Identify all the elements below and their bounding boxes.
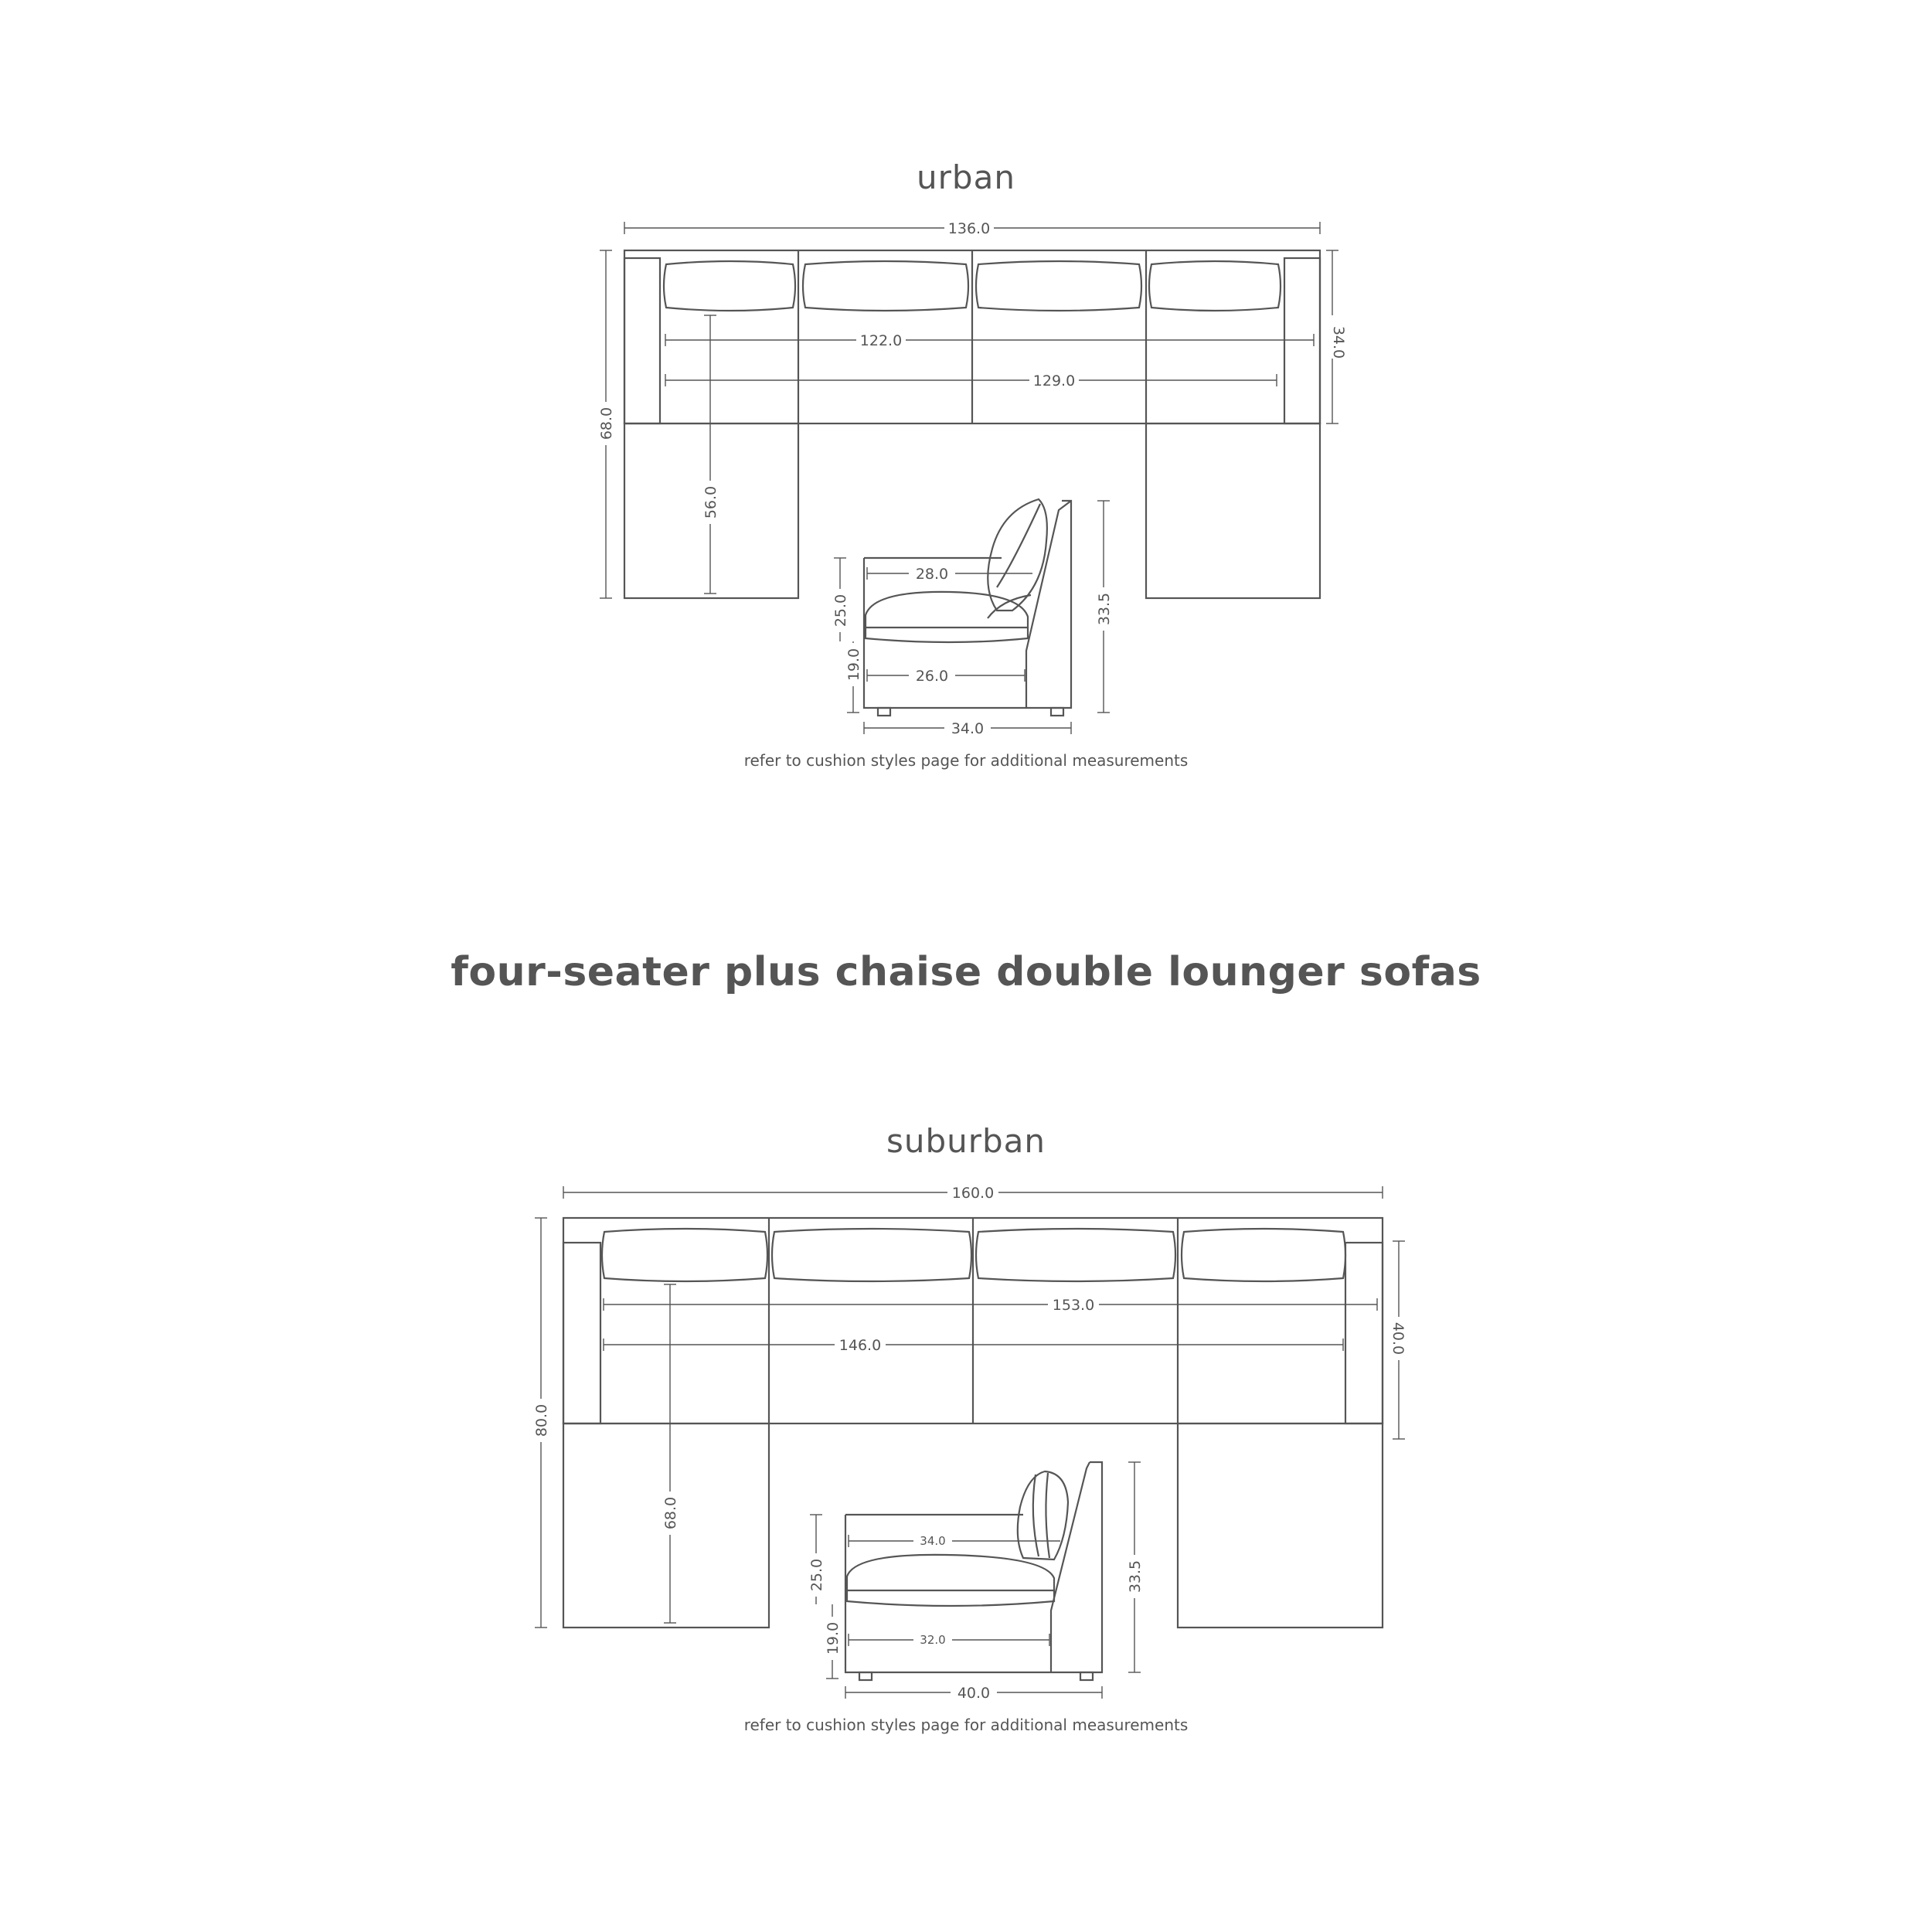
urban-profile-back-height-label: 25.0 (832, 594, 849, 628)
suburban-left-arm (563, 1243, 600, 1423)
urban-profile-seat-height-label: 19.0 (845, 648, 862, 682)
suburban-profile-overall-height-label: 33.5 (1127, 1560, 1144, 1594)
suburban-back-cushion (772, 1229, 971, 1281)
suburban-inner-width-label: 146.0 (838, 1337, 882, 1354)
suburban-footnote: refer to cushion styles page for additional measurements (743, 1716, 1189, 1734)
urban-overall-depth-label: 68.0 (598, 406, 615, 440)
suburban-profile-seat-depth-label: 32.0 (920, 1633, 946, 1647)
suburban-title: suburban (886, 1122, 1046, 1160)
urban-profile-seat-cushion (866, 592, 1028, 642)
urban-profile-overall-height-label: 33.5 (1096, 592, 1113, 626)
suburban-right-chaise (1178, 1423, 1383, 1628)
suburban-seat-span-label: 153.0 (1052, 1297, 1095, 1314)
urban-chaise-depth-label: 56.0 (702, 485, 719, 519)
urban-back-depth-label: 34.0 (1330, 325, 1347, 359)
urban-profile-back-pillow (988, 499, 1047, 611)
suburban-profile-back-height-label: 25.0 (808, 1558, 825, 1592)
suburban-back-cushion (602, 1229, 767, 1281)
urban-profile-seat-depth-label: 26.0 (915, 668, 949, 685)
urban-inner-width-label: 122.0 (859, 332, 903, 349)
suburban-back-depth-label: 40.0 (1389, 1321, 1406, 1355)
page-title: four-seater plus chaise double lounger sofas (451, 949, 1481, 995)
urban-right-arm (1284, 258, 1320, 423)
urban-seat-span-label: 129.0 (1032, 372, 1076, 389)
suburban-profile-top-depth-label: 34.0 (920, 1534, 946, 1548)
suburban-overall-depth-label: 80.0 (533, 1403, 550, 1437)
urban-profile-overall-depth-label: 34.0 (951, 720, 985, 737)
urban-side-profile (831, 499, 1113, 737)
suburban-back-cushion (976, 1229, 1175, 1281)
suburban-chaise-depth-label: 68.0 (662, 1496, 679, 1530)
urban-footnote: refer to cushion styles page for additional measurements (743, 751, 1189, 770)
suburban-side-profile (807, 1462, 1144, 1702)
urban-back-cushion (1149, 261, 1281, 311)
suburban-right-arm (1345, 1243, 1383, 1423)
urban-top-view (597, 219, 1347, 598)
urban-right-chaise (1146, 423, 1320, 598)
urban-back-cushion (664, 261, 795, 311)
urban-profile-top-depth-label: 28.0 (915, 566, 949, 583)
urban-back-cushion (976, 261, 1141, 311)
urban-back-cushion (803, 261, 968, 311)
urban-title: urban (917, 158, 1015, 196)
suburban-profile-overall-depth-label: 40.0 (957, 1685, 991, 1702)
suburban-overall-width-label: 160.0 (951, 1185, 995, 1202)
suburban-profile-back-pillow (1018, 1471, 1068, 1560)
suburban-back-cushion (1182, 1229, 1345, 1281)
suburban-profile-seat-cushion (847, 1555, 1054, 1606)
suburban-profile-seat-height-label: 19.0 (825, 1621, 842, 1655)
urban-overall-width-label: 136.0 (947, 220, 991, 237)
urban-left-arm (624, 258, 660, 423)
suburban-top-view (532, 1183, 1408, 1628)
